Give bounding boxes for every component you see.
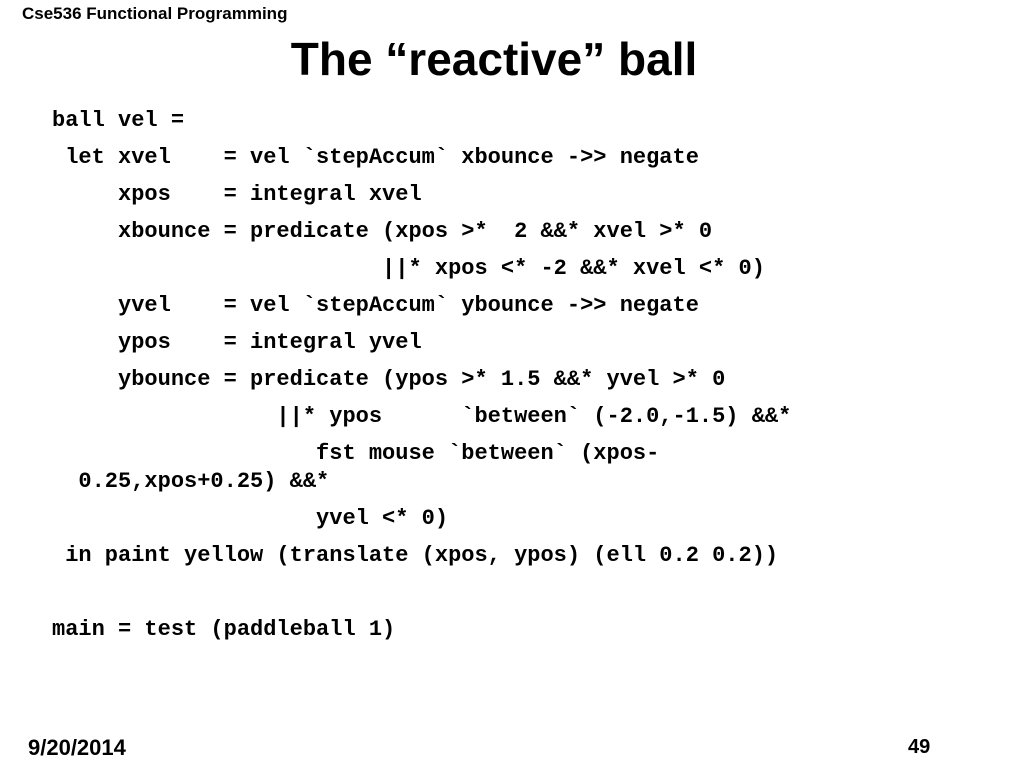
code-line: xbounce = predicate (xpos >* 2 &&* xvel >* 0 [52,219,713,244]
code-line: fst mouse `between` (xpos- [52,441,660,466]
code-line: yvel <* 0) [52,506,449,531]
code-line: ||* ypos `between` (-2.0,-1.5) &&* [52,404,792,429]
code-line: 0.25,xpos+0.25) &&* [52,469,330,494]
footer-date: 9/20/2014 [28,735,126,760]
code-line: ||* xpos <* -2 &&* xvel <* 0) [52,256,765,281]
code-line: ypos = integral yvel [52,330,422,355]
slide-title: The “reactive” ball [290,33,698,85]
code-line: let xvel = vel `stepAccum` xbounce ->> negate [52,145,699,170]
code-line: in paint yellow (translate (xpos, ypos) (ell 0.2 0.2)) [52,543,779,568]
page-number: 49 [908,736,931,758]
code-line: ball vel = [52,108,185,133]
code-line: ybounce = predicate (ypos >* 1.5 &&* yvel >* 0 [52,367,726,392]
code-line: xpos = integral xvel [52,182,422,207]
code-line: yvel = vel `stepAccum` ybounce ->> negate [52,293,699,318]
course-header: Cse536 Functional Programming [22,4,288,23]
code-line: main = test (paddleball 1) [52,617,396,642]
